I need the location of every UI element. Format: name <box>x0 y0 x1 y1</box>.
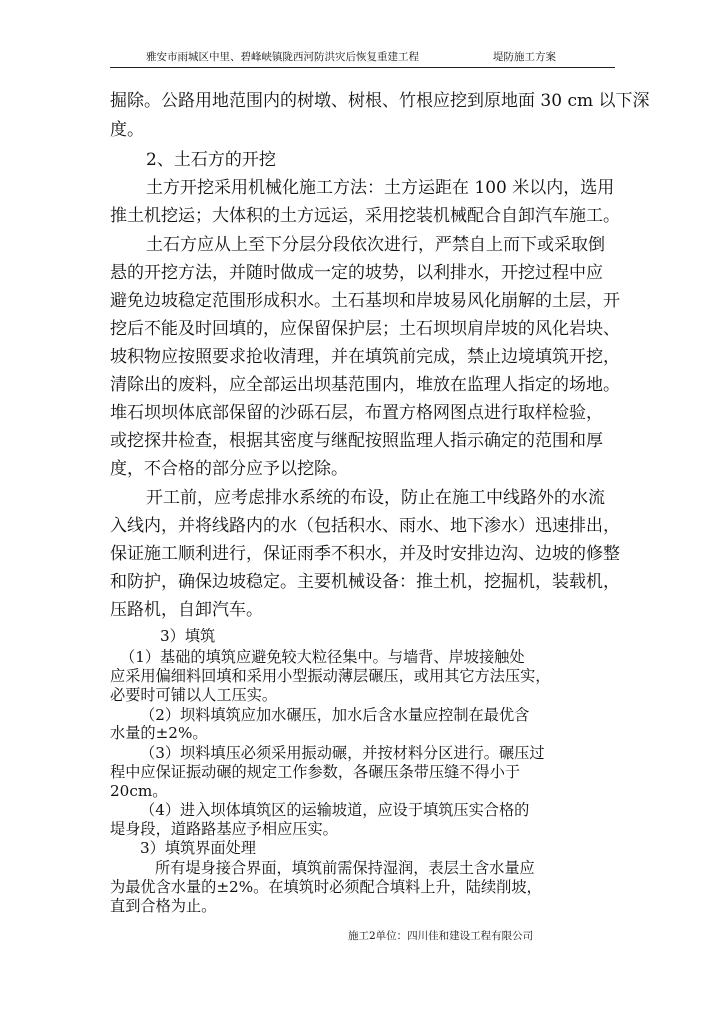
text-line: 堤身段，道路路基应予相应压实。 <box>110 820 338 838</box>
text-line: 度，不合格的部分应予以挖除。 <box>110 459 348 479</box>
text-line: 坡积物应按照要求抢收清理，并在填筑前完成，禁止边境填筑开挖， <box>110 347 620 367</box>
section-heading: 3）填筑 <box>160 627 216 645</box>
text-line: 必要时可铺以人工压实。 <box>110 686 278 704</box>
text-line: 悬的开挖方法，并随时做成一定的坡势，以利排水，开挖过程中应 <box>110 263 603 283</box>
text-line: 直到合格为止。 <box>110 897 217 915</box>
text-line: 所有堤身接合界面，填筑前需保持湿润，表层土含水量应 <box>155 859 535 877</box>
text-line: 为最优含水量的±2%。在填筑时必须配合填料上升，陆续削坡， <box>110 878 542 896</box>
text-line: 程中应保证振动碾的规定工作参数，各碾压条带压缝不得小于 <box>110 763 521 781</box>
text-line: 和防护，确保边坡稳定。主要机械设备：推土机，挖掘机，装载机， <box>110 572 620 592</box>
page-footer: 施工2单位：四川佳和建设工程有限公司 <box>348 930 534 942</box>
text-line: （3）坝料填压必须采用振动碾，并按材料分区进行。碾压过 <box>140 744 545 762</box>
text-line: 应采用偏细料回填和采用小型振动薄层碾压，或用其它方法压实， <box>110 667 551 685</box>
section-heading: 3）填筑界面处理 <box>140 839 256 857</box>
text-line: 度。 <box>110 120 144 140</box>
text-line: （4）进入坝体填筑区的运输坡道，应设于填筑压实合格的 <box>140 801 530 819</box>
header-document-title: 堤防施工方案 <box>493 51 556 63</box>
page-header <box>110 50 615 68</box>
text-line: 压路机，自卸汽车。 <box>110 600 263 620</box>
section-heading: 2、土石方的开挖 <box>146 150 276 170</box>
text-line: 20cm。 <box>110 782 168 800</box>
text-line: 清除出的废料，应全部运出坝基范围内，堆放在监理人指定的场地。 <box>110 375 620 395</box>
text-line: 水量的±2%。 <box>110 724 208 742</box>
header-project-title: 雅安市雨城区中里、碧峰峡镇陇西河防洪灾后恢复重建工程 <box>146 51 419 63</box>
text-line: 挖后不能及时回填的，应保留保护层；土石坝坝肩岸坡的风化岩块、 <box>110 319 620 339</box>
text-line: 避免边坡稳定范围形成积水。土石基坝和岸坡易风化崩解的土层，开 <box>110 291 620 311</box>
text-line: （2）坝料填筑应加水碾压，加水后含水量应控制在最优含 <box>140 706 530 724</box>
text-line: 掘除。公路用地范围内的树墩、树根、竹根应挖到原地面 30 cm 以下深 <box>110 91 650 111</box>
text-line: 土石方应从上至下分层分段依次进行，严禁自上而下或采取倒 <box>146 235 605 255</box>
text-line: 堆石坝坝体底部保留的沙砾石层，布置方格网图点进行取样检验， <box>110 403 603 423</box>
text-line: 入线内，并将线路内的水（包括积水、雨水、地下渗水）迅速排出， <box>110 516 620 536</box>
text-line: 开工前，应考虑排水系统的布设，防止在施工中线路外的水流 <box>146 488 605 508</box>
text-line: 或挖探井检查，根据其密度与继配按照监理人指示确定的范围和厚 <box>110 431 603 451</box>
text-line: 推土机挖运；大体积的土方远运，采用挖装机械配合自卸汽车施工。 <box>110 206 620 226</box>
text-line: 保证施工顺利进行，保证雨季不积水，并及时安排边沟、边坡的修整 <box>110 544 620 564</box>
text-line: （1）基础的填筑应避免较大粒径集中。与墙背、岸坡接触处 <box>120 648 525 666</box>
text-line: 土方开挖采用机械化施工方法：土方运距在 100 米以内，选用 <box>146 178 615 198</box>
